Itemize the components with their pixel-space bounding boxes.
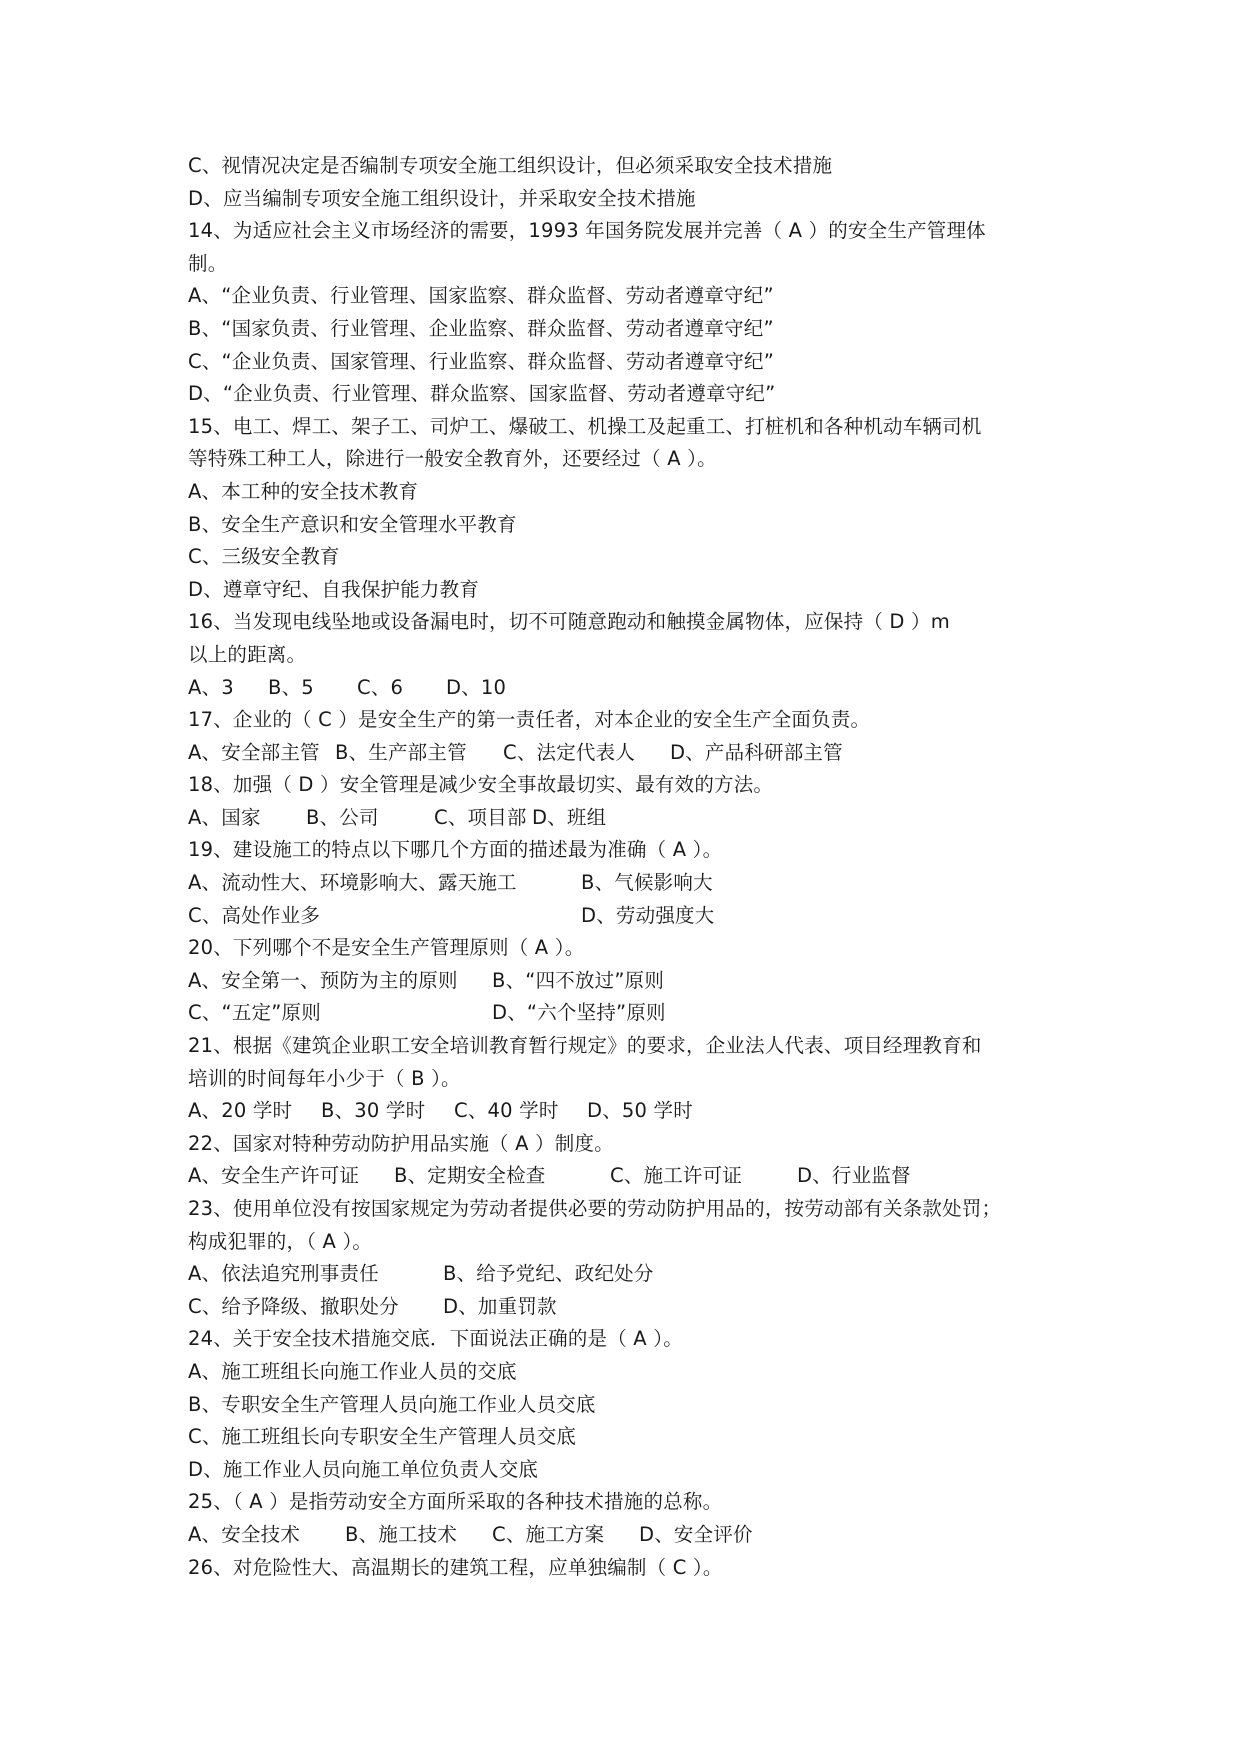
text-line: 等特殊工种工人，除进行一般安全教育外，还要经过（ A ）。 bbox=[188, 447, 717, 471]
option-row bbox=[188, 672, 1068, 705]
answer-option: C、施工方案 bbox=[492, 1522, 605, 1546]
answer-option: C、法定代表人 bbox=[503, 740, 636, 764]
text-line: C、施工班组长向专职安全生产管理人员交底 bbox=[188, 1425, 577, 1449]
text-line: B、专职安全生产管理人员向施工作业人员交底 bbox=[188, 1392, 596, 1416]
option-row bbox=[188, 900, 1068, 933]
answer-option: B、给予党纪、政纪处分 bbox=[443, 1262, 654, 1286]
option-row bbox=[188, 965, 1068, 998]
text-line: 21、根据《建筑企业职工安全培训教育暂行规定》的要求，企业法人代表、项目经理教育和 bbox=[188, 1034, 982, 1058]
answer-option: D、产品科研部主管 bbox=[670, 740, 843, 764]
text-line: 培训的时间每年小少于（ B ）。 bbox=[188, 1066, 461, 1090]
text-line: B、安全生产意识和安全管理水平教育 bbox=[188, 512, 517, 536]
answer-option: B、施工技术 bbox=[345, 1522, 458, 1546]
answer-option: A、3 bbox=[188, 675, 234, 699]
answer-option: A、安全技术 bbox=[188, 1522, 301, 1546]
answer-option: A、20 学时 bbox=[188, 1099, 293, 1123]
text-line: D、施工作业人员向施工单位负责人交底 bbox=[188, 1457, 539, 1481]
answer-option: D、“六个坚持”原则 bbox=[492, 1001, 666, 1025]
answer-option: D、50 学时 bbox=[587, 1099, 693, 1123]
text-line: C、“企业负责、国家管理、行业监察、群众监督、劳动者遵章守纪” bbox=[188, 349, 775, 373]
answer-option: C、高处作业多 bbox=[188, 903, 321, 927]
answer-option: D、劳动强度大 bbox=[581, 903, 715, 927]
option-row bbox=[188, 1095, 1068, 1128]
text-line: 24、关于安全技术措施交底．下面说法正确的是（ A ）。 bbox=[188, 1327, 683, 1351]
text-line: 19、建设施工的特点以下哪几个方面的描述最为准确（ A ）。 bbox=[188, 838, 723, 862]
answer-option: C、“五定”原则 bbox=[188, 1001, 321, 1025]
option-row bbox=[188, 997, 1068, 1030]
answer-option: D、行业监督 bbox=[797, 1164, 911, 1188]
answer-option: A、流动性大、环境影响大、露天施工 bbox=[188, 871, 517, 895]
text-line: 14、为适应社会主义市场经济的需要，1993 年国务院发展并完善（ A ）的安全生产管理体 bbox=[188, 219, 986, 243]
option-row bbox=[188, 1519, 1068, 1552]
text-line: A、“企业负责、行业管理、国家监察、群众监督、劳动者遵章守纪” bbox=[188, 284, 774, 308]
answer-option: A、依法追究刑事责任 bbox=[188, 1262, 379, 1286]
answer-option: D、班组 bbox=[532, 805, 607, 829]
text-line: B、“国家负责、行业管理、企业监察、群众监督、劳动者遵章守纪” bbox=[188, 316, 774, 340]
option-row bbox=[188, 1291, 1068, 1324]
text-line: D、遵章守纪、自我保护能力教育 bbox=[188, 577, 480, 601]
answer-option: C、施工许可证 bbox=[610, 1164, 743, 1188]
option-row bbox=[188, 802, 1068, 835]
text-line: A、施工班组长向施工作业人员的交底 bbox=[188, 1359, 517, 1383]
text-line: D、“企业负责、行业管理、群众监察、国家监督、劳动者遵章守纪” bbox=[188, 382, 776, 406]
answer-option: B、定期安全检查 bbox=[394, 1164, 546, 1188]
text-line: 15、电工、焊工、架子工、司炉工、爆破工、机操工及起重工、打桩机和各种机动车辆司机 bbox=[188, 414, 982, 438]
text-line: C、视情况决定是否编制专项安全施工组织设计，但必须采取安全技术措施 bbox=[188, 154, 833, 177]
text-line: 25、（ A ）是指劳动安全方面所采取的各种技术措施的总称。 bbox=[188, 1490, 723, 1514]
option-row bbox=[188, 1160, 1068, 1193]
answer-option: B、“四不放过”原则 bbox=[492, 968, 665, 992]
answer-option: A、安全部主管 bbox=[188, 740, 320, 764]
option-row bbox=[188, 1258, 1068, 1291]
text-line: 以上的距离。 bbox=[188, 642, 307, 666]
option-row bbox=[188, 737, 1068, 770]
text-line: 23、使用单位没有按国家规定为劳动者提供必要的劳动防护用品的，按劳动部有关条款处罚； bbox=[188, 1197, 1002, 1220]
answer-option: B、公司 bbox=[306, 805, 379, 829]
answer-option: B、5 bbox=[268, 675, 314, 699]
text-line: C、三级安全教育 bbox=[188, 545, 340, 569]
text-line: 制。 bbox=[188, 251, 228, 275]
document-page bbox=[188, 150, 1068, 1584]
answer-option: C、给予降级、撤职处分 bbox=[188, 1294, 399, 1318]
text-line: 构成犯罪的，（ A ）。 bbox=[188, 1229, 373, 1253]
answer-option: C、6 bbox=[357, 675, 404, 699]
text-line: D、应当编制专项安全施工组织设计，并采取安全技术措施 bbox=[188, 186, 696, 210]
answer-option: A、国家 bbox=[188, 805, 261, 829]
text-line: 17、企业的（ C ）是安全生产的第一责任者，对本企业的安全生产全面负责。 bbox=[188, 708, 871, 732]
answer-option: C、40 学时 bbox=[454, 1099, 559, 1123]
text-line: 18、加强（ D ）安全管理是减少安全事故最切实、最有效的方法。 bbox=[188, 773, 774, 797]
text-line: 26、对危险性大、高温期长的建筑工程，应单独编制（ C ）。 bbox=[188, 1555, 723, 1579]
answer-option: D、10 bbox=[446, 675, 507, 699]
answer-option: B、30 学时 bbox=[321, 1099, 426, 1123]
option-row bbox=[188, 867, 1068, 900]
answer-option: D、加重罚款 bbox=[443, 1294, 557, 1318]
answer-option: D、安全评价 bbox=[639, 1522, 753, 1546]
text-line: A、本工种的安全技术教育 bbox=[188, 479, 419, 503]
answer-option: A、安全生产许可证 bbox=[188, 1164, 360, 1188]
text-line: 16、当发现电线坠地或设备漏电时，切不可随意跑动和触摸金属物体，应保持（ D ）m bbox=[188, 610, 950, 634]
text-line: 22、国家对特种劳动防护用品实施（ A ）制度。 bbox=[188, 1131, 614, 1155]
text-line: 20、下列哪个不是安全生产管理原则（ A ）。 bbox=[188, 936, 585, 960]
answer-option: B、气候影响大 bbox=[581, 871, 713, 895]
answer-option: A、安全第一、预防为主的原则 bbox=[188, 968, 458, 992]
answer-option: C、项目部 bbox=[434, 805, 527, 829]
answer-option: B、生产部主管 bbox=[335, 740, 467, 764]
